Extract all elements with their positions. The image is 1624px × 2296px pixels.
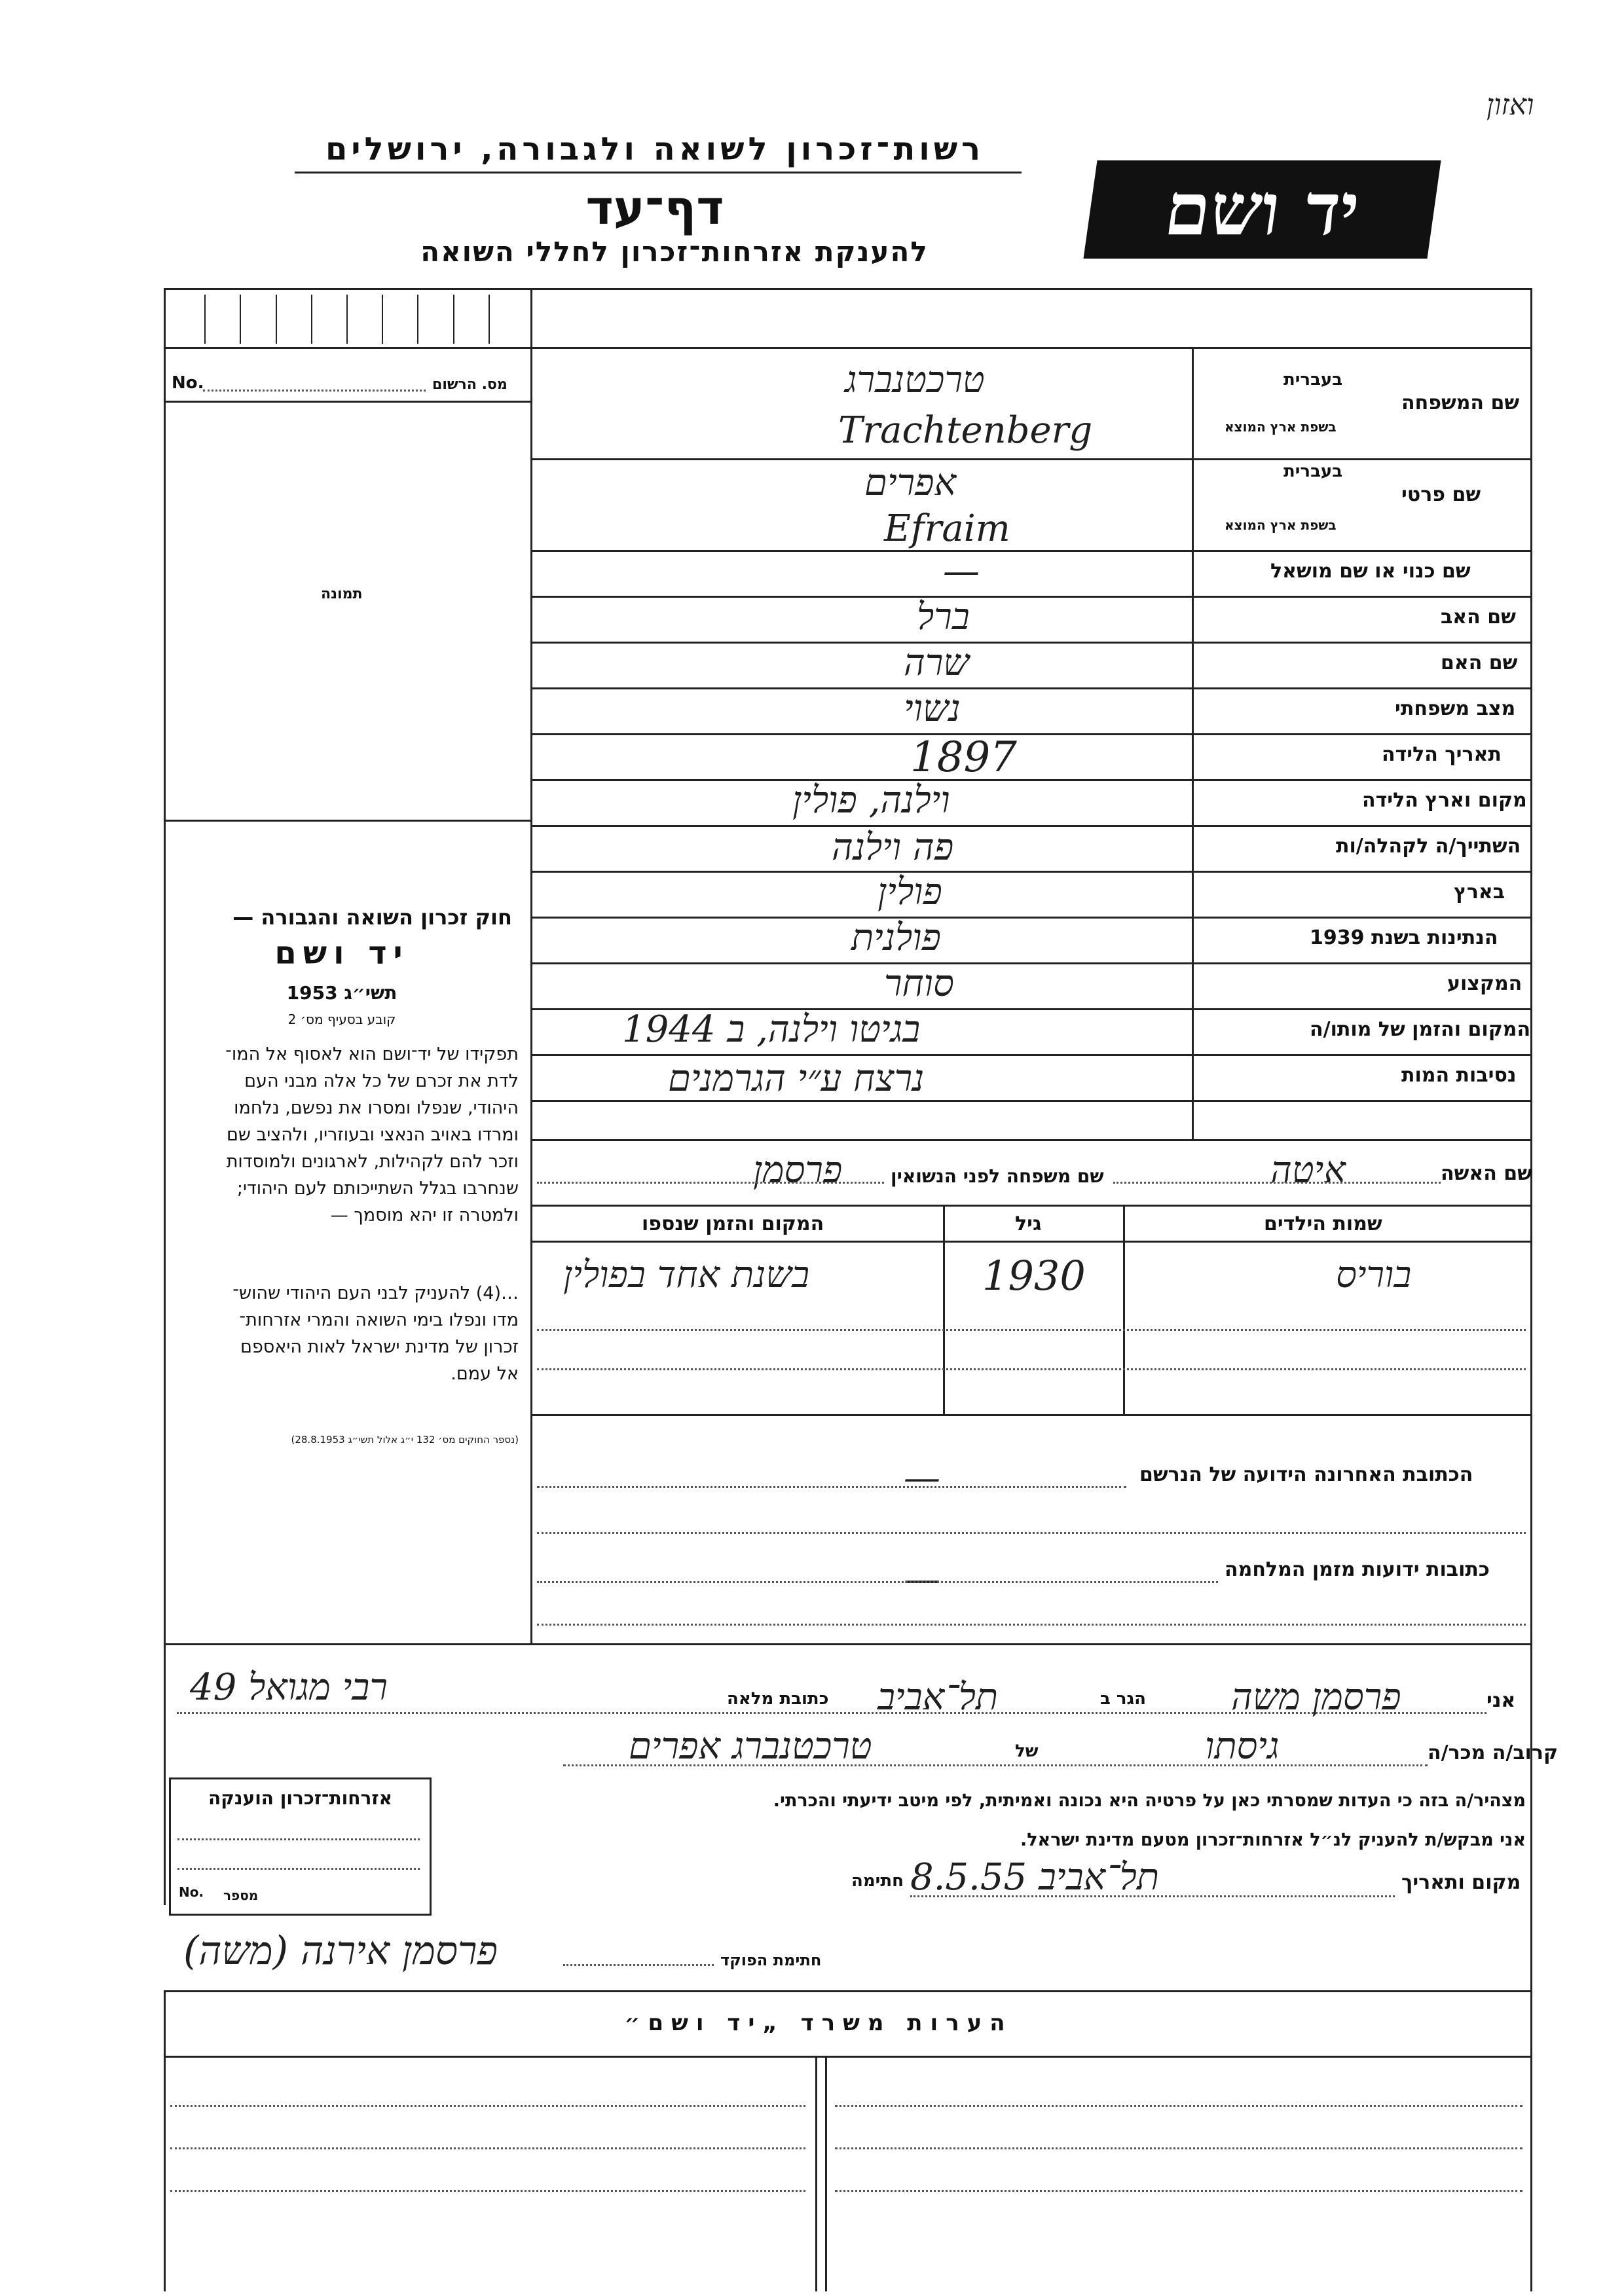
surname-heb-label: בעברית [1283, 370, 1343, 390]
children-place-header: המקום והזמן שנספו [642, 1212, 824, 1235]
children-names-header: שמות הילדים [1264, 1212, 1382, 1235]
witness-line-dots [177, 1712, 1486, 1714]
row-rule [530, 642, 1532, 644]
row-rule [530, 825, 1532, 827]
wife-maiden-label: שם משפחה לפני הנשואין [891, 1165, 1104, 1187]
row-rule [530, 871, 1532, 873]
row-rule [530, 779, 1532, 781]
witness-lives-label: הגר ב [1100, 1689, 1147, 1709]
children-header-rule [530, 1241, 1532, 1243]
wife: איטה [1270, 1149, 1346, 1192]
declaration: מצהיר/ה בזה כי העדות שמסרתי כאן על פרטיה היא נכונה ואמיתית, לפי מיטב ידיעתי והכרתי. [773, 1791, 1526, 1811]
reg-bottom-rule [164, 401, 530, 403]
wife-maiden: פרסמן [753, 1149, 843, 1192]
law-heading: חוק זכרון השואה והגבורה — [232, 905, 512, 930]
witness-address-label: כתובת מלאה [727, 1689, 829, 1709]
registration-boxes [170, 295, 524, 344]
country: פולין [877, 871, 942, 913]
law-line: מדו ונפלו בימי השואה והמרי אזרחות־ [239, 1310, 519, 1330]
wife-maiden-dots [537, 1182, 884, 1184]
wartime-label: כתובות ידועות מזמן המלחמה [1225, 1558, 1490, 1581]
remarks-top-rule [164, 1990, 1532, 1992]
remarks-col-divider [815, 2056, 817, 2291]
addresses-bottom-rule [164, 1643, 1532, 1645]
law-line: היהודי, שנפלו ומסרו את נפשם, נלחמו [234, 1098, 519, 1118]
firstname-heb: אפרים [864, 462, 957, 504]
corner-note: ואזון [1486, 88, 1534, 122]
law-line: לדת את זכרם של כל אלה מבני העם [244, 1071, 519, 1091]
officer-label: חתימת הפוקד [720, 1951, 822, 1969]
law-line: שנחרבו בגלל השתייכותם לעם היהודי; [236, 1178, 519, 1199]
law-line: זכרון של מדינת ישראל לאות היאספם [240, 1337, 519, 1357]
row-rule [530, 458, 1532, 460]
relation-label: קרוב/ה מכר/ה [1428, 1741, 1559, 1764]
remarks-col-divider [825, 2056, 827, 2291]
law-year: תשי״ג 1953 [286, 982, 397, 1004]
last-address-label: הכתובת האחרונה הידועה של הנרשם [1139, 1463, 1473, 1486]
wartime-dots [537, 1581, 1218, 1583]
of-name: טרכטנברג אפרים [629, 1725, 872, 1768]
citizenship-label: הנתינות בשנת 1939 [1310, 926, 1498, 949]
remarks-dots [170, 2147, 805, 2149]
community: פה וילנה [832, 826, 954, 869]
relation: גיסתו [1205, 1725, 1280, 1768]
last-address-dots [537, 1532, 1526, 1534]
remarks-dots [835, 2147, 1522, 2149]
profession-label: המקצוע [1447, 972, 1522, 995]
witness-name: פרסמן משה [1231, 1676, 1401, 1719]
photo-label: תמונה [321, 586, 363, 602]
logo-text: יד ושם [1160, 167, 1365, 251]
law-name: יד ושם [274, 935, 409, 972]
org-name: רשות־זכרון לשואה ולגבורה, ירושלים [325, 131, 985, 168]
officer-dots [563, 1964, 714, 1966]
row-rule [530, 733, 1532, 735]
row-rule [530, 917, 1532, 919]
surname-orig: Trachtenberg [838, 409, 1093, 452]
law-line: …(4) להעניק לבני העם היהודי שהוש־ [232, 1283, 519, 1303]
law-line: אל עמם. [451, 1364, 519, 1384]
death-place-label: המקום והזמן של מותו/ה [1310, 1018, 1531, 1041]
death-place: בגיטו וילנה, ב 1944 [622, 1008, 921, 1051]
law-clause: קובע בסעיף מס׳ 2 [287, 1011, 396, 1027]
firstname-heb-label: בעברית [1283, 462, 1343, 481]
of-label: של [1015, 1741, 1039, 1761]
org-underline [295, 172, 1022, 173]
officer-signature: פרסמן אירנה (משה) [183, 1928, 498, 1974]
marital-label: מצב משפחתי [1395, 697, 1516, 720]
child-name: בוריס [1336, 1254, 1412, 1296]
frame-top [164, 288, 1532, 290]
citizenship-box-title: אזרחות־זכרון הוענקה [208, 1787, 392, 1809]
remarks-dots [170, 2105, 805, 2107]
children-col-divider [1123, 1205, 1125, 1414]
frame-left [164, 288, 166, 1905]
law-line: ומרדו באויב הנאצי ובעוזריו, ולהציב שם [226, 1125, 519, 1145]
request: אני מבקש/ת להעניק לנ״ל אזרחות־זכרון מטעם מדינת ישראל. [1020, 1830, 1526, 1850]
witness-i-label: אני [1486, 1689, 1516, 1712]
child-age: 1930 [982, 1252, 1086, 1300]
wartime: — [904, 1558, 940, 1601]
mother: שרה [904, 642, 969, 684]
wartime-dots [537, 1624, 1526, 1626]
child-place: בשנת אחד בפולין [563, 1254, 810, 1296]
label-column-divider [1192, 347, 1194, 1139]
place-date-label: מקום ותאריך [1401, 1871, 1521, 1894]
witness-city: תל־אביב [877, 1676, 999, 1719]
marital: נשוי [904, 687, 961, 730]
reg-no-label: No. [172, 373, 204, 393]
law-paragraph-2 [172, 1280, 519, 1387]
row-rule [530, 1205, 1532, 1207]
country-label: בארץ [1454, 881, 1505, 903]
box-dots [177, 1868, 420, 1870]
page-subtitle: להענקת אזרחות־זכרון לחללי השואה [420, 236, 929, 268]
children-col-divider [943, 1205, 945, 1414]
nickname-label: שם כנוי או שם מושאל [1270, 560, 1471, 583]
citizenship-box [169, 1777, 432, 1916]
place-date: תל־אביב 8.5.55 [910, 1856, 1159, 1899]
birthplace-label: מקום וארץ הלידה [1362, 789, 1527, 812]
place-date-dots [910, 1895, 1395, 1897]
death-circ-label: נסיבות המות [1401, 1064, 1517, 1087]
box-dots [177, 1838, 420, 1840]
row-rule [530, 687, 1532, 689]
birthdate-label: תאריך הלידה [1382, 743, 1502, 766]
remarks-rule [164, 2056, 1532, 2058]
yad-vashem-logo [1083, 160, 1441, 259]
frame-left-lower [164, 1990, 166, 2291]
firstname-orig-label: בשפת ארץ המוצא [1225, 517, 1337, 533]
wife-label: שם האשה [1441, 1162, 1532, 1185]
children-row-dots [537, 1368, 1526, 1370]
children-bottom-rule [530, 1414, 1532, 1416]
law-paragraph-1 [172, 1041, 519, 1229]
children-age-header: גיל [1015, 1212, 1042, 1235]
last-address: — [904, 1457, 940, 1499]
nickname: — [943, 550, 980, 592]
box-no-label: No. [179, 1884, 204, 1900]
birthdate: 1897 [910, 733, 1017, 782]
father-label: שם האב [1441, 606, 1516, 629]
signature-label: חתימה [851, 1871, 904, 1891]
remarks-dots [835, 2190, 1522, 2192]
firstname-orig: Efraim [884, 507, 1010, 550]
witness-address: רבי מגואל 49 [190, 1666, 388, 1709]
photo-bottom-rule [164, 820, 530, 822]
father: ברל [917, 596, 970, 638]
remarks-dots [835, 2105, 1522, 2107]
community-label: השתייך/ה לקהלה/ות [1336, 835, 1521, 858]
left-column-divider [530, 288, 532, 1643]
remarks-dots [170, 2190, 805, 2192]
law-line: וזכר להם לקהילות, לארגונים ולמוסדות [226, 1152, 519, 1172]
last-address-dots [537, 1486, 1126, 1488]
relation-dots [563, 1764, 1428, 1766]
row-rule [530, 596, 1532, 598]
death-circ: נרצח ע״י הגרמנים [668, 1057, 925, 1100]
law-line: ולמטרה זו יהא מוסמך — [330, 1205, 519, 1226]
surname-orig-label: בשפת ארץ המוצא [1225, 419, 1337, 435]
row-rule [530, 1100, 1532, 1102]
reg-no-dots [203, 390, 426, 392]
row-rule [530, 550, 1532, 552]
reg-label: מס. הרשום [432, 376, 507, 393]
law-footnote: (נספר החוקים מס׳ 132 י״ג אלול תשי״ג 28.8.1953) [291, 1434, 519, 1446]
birthplace: וילנה, פולין [792, 779, 950, 822]
mother-label: שם האם [1441, 651, 1518, 674]
law-line: תפקידו של יד־ושם הוא לאסוף אל המו־ [225, 1044, 519, 1065]
firstname-label: שם פרטי [1401, 483, 1481, 506]
box-number-label: מספר [223, 1887, 259, 1903]
page-title: דף־עד [585, 180, 724, 235]
reg-top-rule [164, 347, 1532, 349]
row-rule [530, 962, 1532, 964]
profession: סוחר [884, 962, 954, 1005]
wife-dots [1113, 1182, 1441, 1184]
surname-label: שם המשפחה [1401, 392, 1520, 414]
row-rule [530, 1054, 1532, 1056]
row-rule [530, 1139, 1532, 1141]
office-remarks: הערות משרד „יד ושם״ [624, 2010, 1013, 2036]
children-row-dots [537, 1329, 1526, 1331]
citizenship: פולנית [851, 917, 941, 959]
surname-heb: טרכטנברג [845, 359, 985, 401]
